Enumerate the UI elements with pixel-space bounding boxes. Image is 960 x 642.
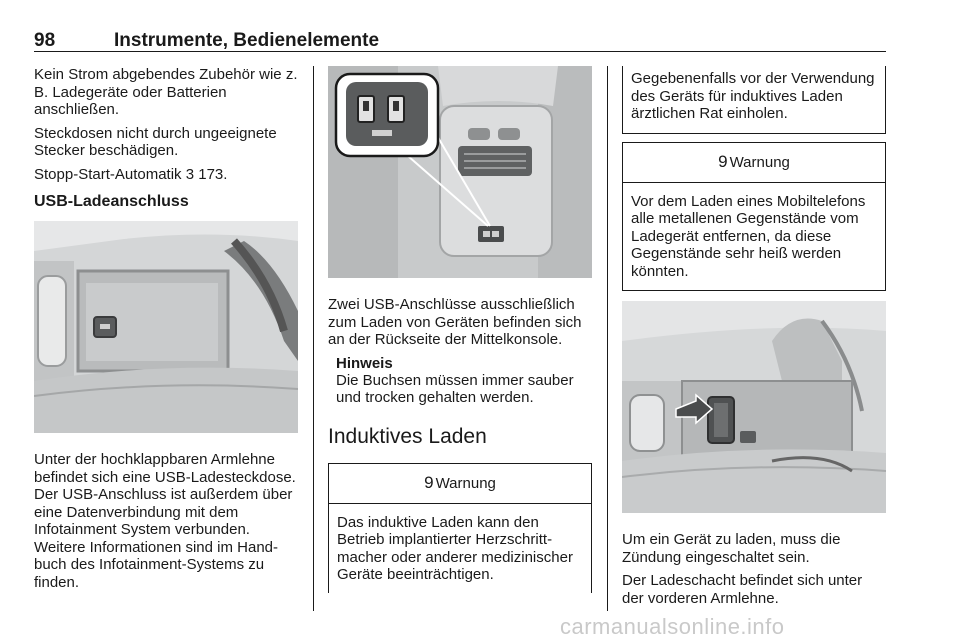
warning-title: Warnung — [729, 153, 790, 171]
column-divider — [607, 66, 608, 611]
chapter-title: Instrumente, Bedienelemente — [114, 30, 380, 51]
photo-usb-armrest — [34, 221, 298, 433]
paragraph: Um ein Gerät zu laden, muss die Zündung eingeschaltet sein. — [622, 531, 841, 566]
hint-text: Die Buchsen müssen immer sauber und trocken gehalten werden. — [336, 371, 574, 406]
warning-box — [328, 463, 592, 593]
column-2 — [328, 66, 592, 593]
warning-text: Das induktive Laden kann den Betrieb implantierter Herzschrittmacher oder anderer medizinischer Geräte beeinträchtigen. — [337, 513, 573, 583]
warning-icon: 9 — [424, 473, 434, 492]
photo-rear-usb — [328, 66, 592, 278]
paragraph: Zwei USB-Anschlüsse ausschließlich zum Laden von Geräten befinden sich an der Rückseite der Mittelkonsole. — [328, 296, 582, 348]
column-3 — [622, 66, 886, 613]
paragraph: Kein Strom abgebendes Zubehör wie z. B. Ladegeräte oder Batterien anschließen. — [34, 66, 298, 118]
warning-title: Warnung — [435, 474, 496, 492]
warning-continued-text: Gegebenenfalls vor der Verwendung des Geräts für induktives Laden ärztlichen Rat einholen. — [631, 70, 875, 122]
paragraph: Steckdosen nicht durch ungeeignete Stecker beschädigen. — [34, 124, 277, 159]
watermark: carmanualsonline.info — [560, 614, 785, 639]
photo-inductive-charging — [622, 301, 886, 513]
warning-box — [622, 142, 886, 292]
page-header — [34, 30, 886, 52]
paragraph: Stopp-Start-Automatik 3 173. — [34, 165, 228, 183]
hint-title: Hinweis — [336, 354, 393, 372]
column-1 — [34, 66, 298, 597]
warning-header — [623, 143, 885, 183]
section-heading: Induktives Laden — [328, 424, 487, 448]
paragraph: Unter der hochklappbaren Armlehne befindet sich eine USB-Ladesteckdose. Der USB-Anschluss ist außerdem über eine Datenverbindung mit dem Infotainment System verbunden. Weitere Informationen sind im Handbuch des Infotainment-Systems zu finden. — [34, 451, 296, 591]
warning-header — [329, 464, 591, 504]
usb-heading: USB-Ladeanschluss — [34, 193, 189, 210]
warning-text: Vor dem Laden eines Mobiltelefons alle metallenen Gegenstände vom Ladegerät entfernen, da diese Gegenstände sehr heiß werden könnten. — [631, 192, 866, 280]
warning-box-continued — [622, 66, 886, 134]
paragraph: Der Ladeschacht befindet sich unter der vorderen Armlehne. — [622, 572, 863, 607]
page-number: 98 — [34, 30, 56, 51]
warning-icon: 9 — [718, 152, 728, 171]
column-divider — [313, 66, 314, 611]
